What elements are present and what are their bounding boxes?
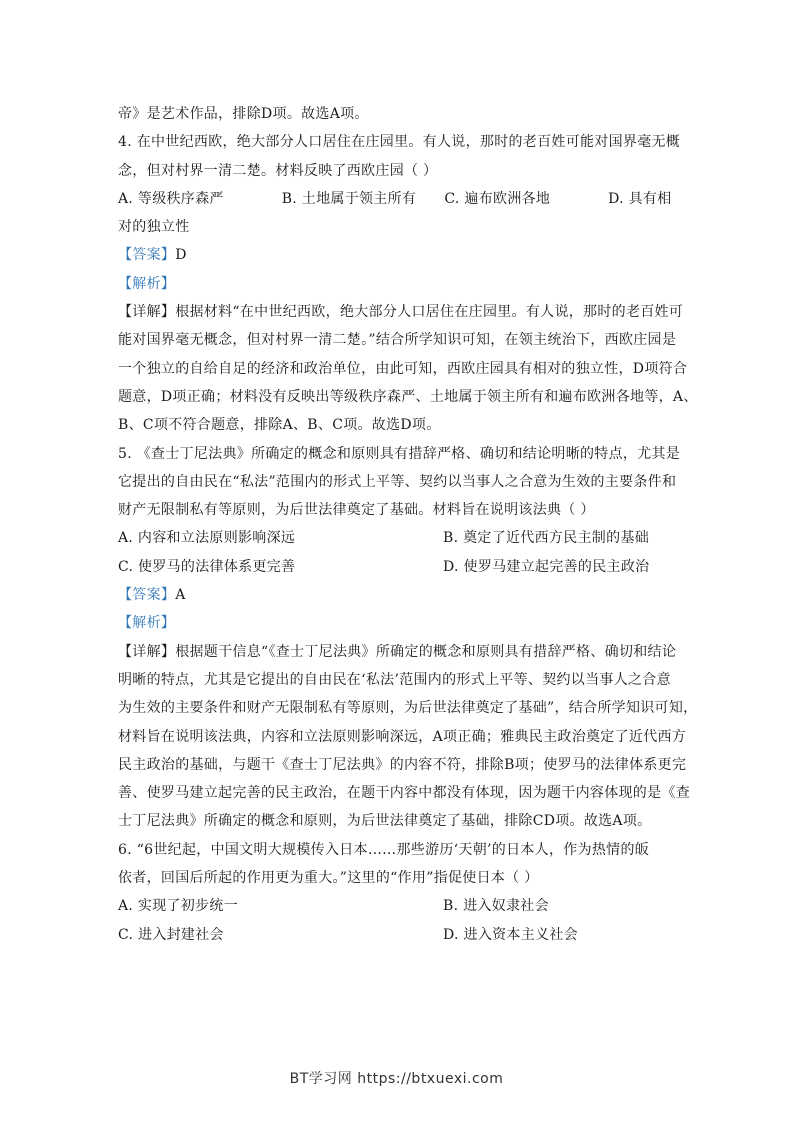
- explanation-line: 材料旨在说明该法典，内容和立法原则影响深远，A项正确；雅典民主政治奠定了近代西方: [118, 728, 687, 745]
- explanation-line: 明晰的特点，尤其是它提出的自由民在‘私法’范围内的形式上平等、契约以当事人之合意: [118, 671, 671, 688]
- answer-label: 【答案】: [118, 247, 176, 264]
- explanation-line: 【详解】根据材料“在中世纪西欧，绝大部分人口居住在庄园里。有人说，那时的老百姓可: [118, 304, 684, 321]
- question-5-options-row2: [118, 553, 678, 581]
- option-d: D. 进入资本主义社会: [443, 926, 578, 943]
- option-d-cont: 对的独立性: [118, 219, 190, 236]
- explanation-line: 一个独立的自给自足的经济和政治单位，由此可知，西欧庄园具有相对的独立性，D项符合: [118, 360, 688, 377]
- option-c: C. 遍布欧洲各地: [444, 190, 551, 207]
- explanation-line: B、C项不符合题意，排除A、B、C项。故选D项。: [118, 417, 441, 434]
- explanation-line: 能对国界毫无概念，但对村界一清二楚。”结合所学知识可知，在领主统治下，西欧庄园是: [118, 332, 677, 349]
- option-b: B. 土地属于领主所有: [281, 190, 417, 207]
- analysis-label: 【解析】: [118, 275, 176, 292]
- question-5-stem: 5. 《查士丁尼法典》所确定的概念和原则具有措辞严格、确切和结论明晰的特点，尤其是: [118, 445, 681, 462]
- option-a: A. 等级秩序森严: [118, 190, 224, 207]
- question-4-stem-cont: 念，但对村界一清二楚。材料反映了西欧庄园（ ）: [118, 162, 438, 179]
- answer-value: D: [175, 247, 187, 264]
- explanation-line: 题意，D项正确；材料没有反映出等级秩序森严、土地属于领主所有和遍布欧洲各地等，A、: [118, 388, 698, 405]
- analysis-label: 【解析】: [118, 615, 176, 632]
- option-c: C. 进入封建社会: [118, 926, 224, 943]
- question-4-stem: 4. 在中世纪西欧，绝大部分人口居住在庄园里。有人说，那时的老百姓可能对国界毫无概: [118, 134, 681, 151]
- option-a: A. 实现了初步统一: [118, 898, 239, 915]
- option-b: B. 奠定了近代西方民主制的基础: [443, 530, 649, 547]
- option-d: D. 使罗马建立起完善的民主政治: [443, 558, 650, 575]
- question-6-options-row1: [118, 892, 678, 920]
- answer-label: 【答案】: [118, 587, 176, 604]
- document-body: [118, 100, 698, 949]
- detail-label: 【详解】: [118, 643, 176, 660]
- option-b: B. 进入奴隶社会: [443, 898, 549, 915]
- explanation-line: 【详解】根据题干信息“《查士丁尼法典》所确定的概念和原则具有措辞严格、确切和结论: [118, 643, 677, 660]
- answer-line: [118, 581, 678, 609]
- detail-label: 【详解】: [118, 304, 176, 321]
- answer-value: A: [175, 587, 186, 604]
- answer-line: [118, 241, 678, 269]
- text-line: 帝》是艺术作品，排除D项。故选A项。: [118, 106, 369, 122]
- option-c: C. 使罗马的法律体系更完善: [118, 558, 296, 575]
- explanation-line: 为生效的主要条件和财产无限制私有等原则，为后世法律奠定了基础”，结合所学知识可知，: [118, 700, 698, 717]
- explanation-line: 善、使罗马建立起完善的民主政治，在题干内容中都没有体现，因为题干内容体现的是《查: [118, 785, 690, 802]
- option-d: D. 具有相: [608, 190, 672, 207]
- option-a: A. 内容和立法原则影响深远: [118, 530, 296, 547]
- question-6-options-row2: [118, 921, 678, 949]
- question-5-options-row1: [118, 524, 678, 552]
- page-footer-watermark: BT学习网 https://btxuexi.com: [289, 1071, 504, 1087]
- explanation-line: 士丁尼法典》所确定的概念和原则，为后世法律奠定了基础，排除CD项。故选A项。: [118, 813, 652, 830]
- question-5-stem-cont: 它提出的自由民在“私法”范围内的形式上平等、契约以当事人之合意为生效的主要条件和: [118, 473, 677, 490]
- question-6-stem-cont: 依者，回国后所起的作用更为重大。”这里的“作用”指促使日本（ ）: [118, 870, 539, 887]
- question-6-stem: 6. “6世纪起，中国文明大规模传入日本……那些游历‘天朝’的日本人，作为热情的皈: [118, 841, 650, 858]
- question-5-stem-cont: 财产无限制私有等原则，为后世法律奠定了基础。材料旨在说明该法典（ ）: [118, 502, 595, 519]
- explanation-line: 民主政治的基础，与题干《查士丁尼法典》的内容不符，排除B项；使罗马的法律体系更完: [118, 756, 687, 773]
- question-4-options: [118, 185, 678, 213]
